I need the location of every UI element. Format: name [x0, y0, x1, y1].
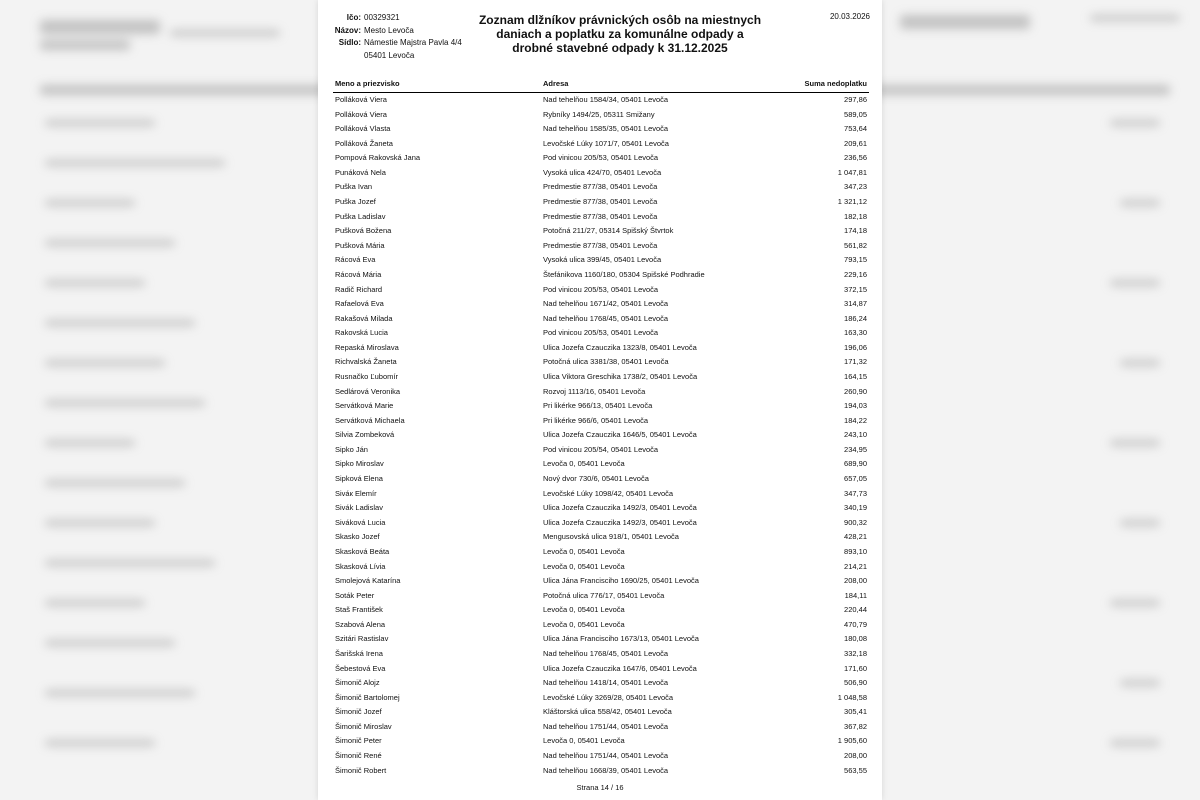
debtor-address: Levočské Lúky 1071/7, 05401 Levoča	[543, 138, 669, 148]
debt-amount: 174,18	[844, 226, 867, 236]
debtor-address: Pod vinicou 205/53, 05401 Levoča	[543, 284, 659, 294]
debt-amount: 900,32	[844, 517, 867, 527]
table-row	[333, 676, 869, 691]
table-row	[333, 385, 869, 400]
table-row	[333, 210, 869, 225]
debtor-name: Šimonič Jozef	[335, 707, 382, 717]
debtor-name: Rafaelová Eva	[335, 299, 384, 309]
title-line-2: daniach a poplatku za komunálne odpady a	[496, 27, 744, 41]
debtor-name: Silvia Zombeková	[335, 430, 395, 440]
table-row	[333, 589, 869, 604]
table-row	[333, 326, 869, 341]
debtor-name: Šimonič Alojz	[335, 678, 380, 688]
table-row	[333, 720, 869, 735]
debtor-name: Šebestová Eva	[335, 663, 386, 673]
debtor-name: Skasková Beáta	[335, 546, 390, 556]
debtor-address: Potočná ulica 776/17, 05401 Levoča	[543, 590, 665, 600]
debtor-name: Šimonič Peter	[335, 736, 382, 746]
debtor-name: Puška Jozef	[335, 197, 376, 207]
debt-amount: 208,00	[844, 576, 867, 586]
debt-amount: 563,55	[844, 765, 867, 775]
nazov-label: Názov:	[334, 25, 361, 35]
nazov-value: Mesto Levoča	[364, 25, 414, 35]
debt-amount: 332,18	[844, 648, 867, 658]
debt-amount: 893,10	[844, 546, 867, 556]
debt-amount: 220,44	[844, 605, 867, 615]
debt-amount: 753,64	[844, 124, 867, 134]
debt-amount: 1 048,58	[837, 692, 867, 702]
debtor-address: Pod vinicou 205/54, 05401 Levoča	[543, 444, 659, 454]
table-row	[333, 122, 869, 137]
sidlo-line2: 05401 Levoča	[364, 50, 415, 60]
debtor-name: Servátková Marie	[335, 401, 394, 411]
table-row	[333, 618, 869, 633]
debtor-name: Pušková Mária	[335, 240, 385, 250]
table-row	[333, 705, 869, 720]
table-row	[333, 297, 869, 312]
debtor-address: Levočské Lúky 3269/28, 05401 Levoča	[543, 692, 674, 702]
table-row	[333, 662, 869, 677]
debtor-name: Sedlárová Veronika	[335, 386, 401, 396]
debt-amount: 1 905,60	[837, 736, 867, 746]
debt-amount: 163,30	[844, 328, 867, 338]
debt-amount: 347,73	[844, 488, 867, 498]
debtor-address: Nový dvor 730/6, 05401 Levoča	[543, 474, 649, 484]
debtor-address: Ulica Jozefa Czauczika 1646/5, 05401 Levoča	[543, 430, 697, 440]
debtor-address: Vysoká ulica 424/70, 05401 Levoča	[543, 167, 662, 177]
table-row	[333, 93, 869, 108]
debtor-address: Nad tehelňou 1585/35, 05401 Levoča	[543, 124, 669, 134]
title-line-3: drobné stavebné odpady k 31.12.2025	[512, 41, 728, 55]
debtor-address: Nad tehelňou 1768/45, 05401 Levoča	[543, 648, 669, 658]
debtor-name: Puška Ivan	[335, 182, 373, 192]
table-body	[333, 93, 869, 778]
debt-amount: 182,18	[844, 211, 867, 221]
debtor-name: Soták Peter	[335, 590, 375, 600]
debtor-address: Rybníky 1494/25, 05311 Smižany	[543, 109, 655, 119]
table-row	[333, 603, 869, 618]
debt-amount: 367,82	[844, 721, 867, 731]
table-row	[333, 151, 869, 166]
table-row	[333, 691, 869, 706]
debtor-address: Nad tehelňou 1584/34, 05401 Levoča	[543, 95, 669, 104]
debt-amount: 243,10	[844, 430, 867, 440]
debtor-address: Levočské Lúky 1098/42, 05401 Levoča	[543, 488, 674, 498]
debt-amount: 305,41	[844, 707, 867, 717]
table-row	[333, 312, 869, 327]
table-row	[333, 428, 869, 443]
debtor-address: Vysoká ulica 399/45, 05401 Levoča	[543, 255, 662, 265]
debtor-address: Kláštorská ulica 558/42, 05401 Levoča	[543, 707, 672, 717]
table-header	[333, 79, 869, 93]
debt-amount: 372,15	[844, 284, 867, 294]
debtor-name: Siváková Lucia	[335, 517, 386, 527]
debtor-address: Levoča 0, 05401 Levoča	[543, 561, 625, 571]
document-title	[470, 13, 770, 55]
debt-amount: 236,56	[844, 153, 867, 163]
table-row	[333, 574, 869, 589]
table-row	[333, 283, 869, 298]
debtor-name: Skasko Jozef	[335, 532, 380, 542]
sidlo-label: Sídlo:	[338, 38, 361, 47]
debtor-name: Szabová Alena	[335, 619, 386, 629]
table-row	[333, 399, 869, 414]
table-row	[333, 443, 869, 458]
debtor-name: Radič Richard	[335, 284, 383, 294]
debtor-name: Skasková Lívia	[335, 561, 386, 571]
column-header-amount: Suma nedoplatku	[804, 79, 867, 88]
debtor-address: Potočná ulica 3381/38, 05401 Levoča	[543, 357, 669, 367]
debt-amount: 314,87	[844, 299, 867, 309]
debtor-address: Ulica Jozefa Czauczika 1492/3, 05401 Levoča	[543, 517, 697, 527]
debt-amount: 470,79	[844, 619, 867, 629]
table-row	[333, 108, 869, 123]
table-row	[333, 545, 869, 560]
debtor-address: Levoča 0, 05401 Levoča	[543, 736, 625, 746]
debt-amount: 347,23	[844, 182, 867, 192]
table-row	[333, 647, 869, 662]
debt-amount: 428,21	[844, 532, 867, 542]
column-header-address: Adresa	[543, 79, 569, 88]
title-line-1: Zoznam dlžníkov právnických osôb na miestnych	[478, 13, 762, 27]
debtor-name: Punáková Nela	[335, 167, 386, 177]
debt-amount: 234,95	[844, 444, 867, 454]
debtor-address: Pri likérke 966/6, 05401 Levoča	[543, 415, 649, 425]
debt-amount: 164,15	[844, 371, 867, 381]
debtor-name: Rakašová Milada	[335, 313, 393, 323]
debtor-name: Sipko Ján	[335, 444, 368, 454]
debt-amount: 196,06	[844, 342, 867, 352]
table-row	[333, 137, 869, 152]
debt-amount: 340,19	[844, 503, 867, 513]
debtor-name: Šimonič Miroslav	[335, 721, 392, 731]
table-row	[333, 501, 869, 516]
debtor-name: Sivák Ladislav	[335, 503, 383, 513]
debtor-name: Rakovská Lucia	[335, 328, 388, 338]
table-row	[333, 224, 869, 239]
debtor-address: Mengusovská ulica 918/1, 05401 Levoča	[543, 532, 679, 542]
debtor-address: Predmestie 877/38, 05401 Levoča	[543, 197, 658, 207]
table-row	[333, 632, 869, 647]
debtor-name: Polláková Viera	[335, 109, 387, 119]
debtor-address: Nad tehelňou 1768/45, 05401 Levoča	[543, 313, 669, 323]
table-row	[333, 268, 869, 283]
table-row	[333, 734, 869, 749]
table-row	[333, 195, 869, 210]
debt-amount: 297,86	[844, 95, 867, 104]
debtor-address: Predmestie 877/38, 05401 Levoča	[543, 211, 658, 221]
table-row	[333, 764, 869, 779]
debt-amount: 184,22	[844, 415, 867, 425]
table-row	[333, 530, 869, 545]
debtor-name: Šarišská Irena	[335, 648, 383, 658]
debtor-name: Puška Ladislav	[335, 211, 386, 221]
debtor-address: Rozvoj 1113/16, 05401 Levoča	[543, 386, 646, 396]
table-row	[333, 180, 869, 195]
document-page	[318, 0, 882, 800]
debtor-address: Nad tehelňou 1671/42, 05401 Levoča	[543, 299, 669, 309]
table-row	[333, 560, 869, 575]
debtor-name: Šimonič René	[335, 751, 382, 761]
debt-amount: 229,16	[844, 269, 867, 279]
debtor-address: Nad tehelňou 1668/39, 05401 Levoča	[543, 765, 669, 775]
column-header-name: Meno a priezvisko	[335, 79, 400, 88]
table-row	[333, 341, 869, 356]
debt-amount: 260,90	[844, 386, 867, 396]
debtor-name: Richvalská Žaneta	[335, 357, 397, 367]
debt-amount: 184,11	[844, 590, 867, 600]
debtor-name: Polláková Viera	[335, 95, 387, 104]
ico-label: Ičo:	[346, 13, 361, 22]
debtor-address: Potočná 211/27, 05314 Spišský Štvrtok	[543, 226, 674, 236]
debtor-address: Ulica Jozefa Czauczika 1323/8, 05401 Levoča	[543, 342, 697, 352]
debtor-name: Pompová Rakovská Jana	[335, 153, 421, 163]
debtor-address: Predmestie 877/38, 05401 Levoča	[543, 182, 658, 192]
sidlo-line1: Námestie Majstra Pavla 4/4	[364, 38, 462, 47]
table-row	[333, 355, 869, 370]
debtor-address: Levoča 0, 05401 Levoča	[543, 546, 625, 556]
debt-amount: 171,32	[844, 357, 867, 367]
debtor-name: Siváк Elemír	[335, 488, 377, 498]
debt-amount: 1 047,81	[837, 167, 867, 177]
debtor-address: Štefánikova 1160/180, 05304 Spišské Podhradie	[543, 269, 705, 279]
debt-amount: 1 321,12	[837, 197, 867, 207]
debtor-address: Nad tehelňou 1751/44, 05401 Levoča	[543, 751, 669, 761]
debt-amount: 689,90	[844, 459, 867, 469]
document-date: 20.03.2026	[829, 12, 870, 21]
debtor-name: Rácová Mária	[335, 269, 382, 279]
debtor-name: Polláková Žaneta	[335, 138, 393, 148]
organization-info	[318, 12, 462, 62]
debtor-address: Predmestie 877/38, 05401 Levoča	[543, 240, 658, 250]
table-row	[333, 370, 869, 385]
debtor-address: Nad tehelňou 1751/44, 05401 Levoča	[543, 721, 669, 731]
debt-amount: 209,61	[844, 138, 867, 148]
debt-amount: 214,21	[844, 561, 867, 571]
table-row	[333, 239, 869, 254]
table-row	[333, 457, 869, 472]
table-row	[333, 516, 869, 531]
ico-value: 00329321	[364, 13, 400, 22]
debtor-name: Sipko Miroslav	[335, 459, 384, 469]
debtor-name: Šimonič Robert	[335, 765, 387, 775]
debtor-name: Repaská Miroslava	[335, 342, 399, 352]
debt-amount: 589,05	[844, 109, 867, 119]
debtor-name: Šimonič Bartolomej	[335, 692, 400, 702]
debtor-address: Pod vinicou 205/53, 05401 Levoča	[543, 153, 659, 163]
debt-amount: 657,05	[844, 474, 867, 484]
debt-amount: 186,24	[844, 313, 867, 323]
debtor-name: Servátková Michaela	[335, 415, 405, 425]
debt-amount: 171,60	[844, 663, 867, 673]
debtor-name: Polláková Vlasta	[335, 124, 391, 134]
debt-amount: 793,15	[844, 255, 867, 265]
debtor-name: Szitári Rastislav	[335, 634, 389, 644]
debtor-name: Rusnačko Ľubomír	[335, 371, 398, 381]
debtor-address: Ulica Viktora Greschika 1738/2, 05401 Levoča	[543, 371, 698, 381]
table-row	[333, 749, 869, 764]
page-number: Strana 14 / 16	[576, 783, 624, 792]
debtor-address: Levoča 0, 05401 Levoča	[543, 459, 625, 469]
table-row	[333, 487, 869, 502]
debtor-address: Nad tehelňou 1418/14, 05401 Levoča	[543, 678, 669, 688]
table-row	[333, 166, 869, 181]
debtor-name: Pušková Božena	[335, 226, 392, 236]
debtor-name: Sipková Elena	[335, 474, 383, 484]
table-row	[333, 253, 869, 268]
debtor-address: Levoča 0, 05401 Levoča	[543, 605, 625, 615]
debtor-address: Ulica Jána Francisciho 1690/25, 05401 Levoča	[543, 576, 699, 586]
debtor-address: Pod vinicou 205/53, 05401 Levoča	[543, 328, 659, 338]
debtor-name: Smolejová Katarína	[335, 576, 401, 586]
debtor-address: Ulica Jozefa Czauczika 1647/6, 05401 Levoča	[543, 663, 697, 673]
debtor-address: Ulica Jána Francisciho 1673/13, 05401 Levoča	[543, 634, 699, 644]
debtor-address: Pri likérke 966/13, 05401 Levoča	[543, 401, 653, 411]
debt-amount: 194,03	[844, 401, 867, 411]
table-row	[333, 472, 869, 487]
debtor-address: Ulica Jozefa Czauczika 1492/3, 05401 Levoča	[543, 503, 697, 513]
debt-amount: 561,82	[844, 240, 867, 250]
debt-amount: 180,08	[844, 634, 867, 644]
debtor-name: Rácová Eva	[335, 255, 376, 265]
debt-amount: 208,00	[844, 751, 867, 761]
debt-amount: 506,90	[844, 678, 867, 688]
debtor-address: Levoča 0, 05401 Levoča	[543, 619, 625, 629]
debtor-name: Staš František	[335, 605, 383, 615]
table-row	[333, 414, 869, 429]
